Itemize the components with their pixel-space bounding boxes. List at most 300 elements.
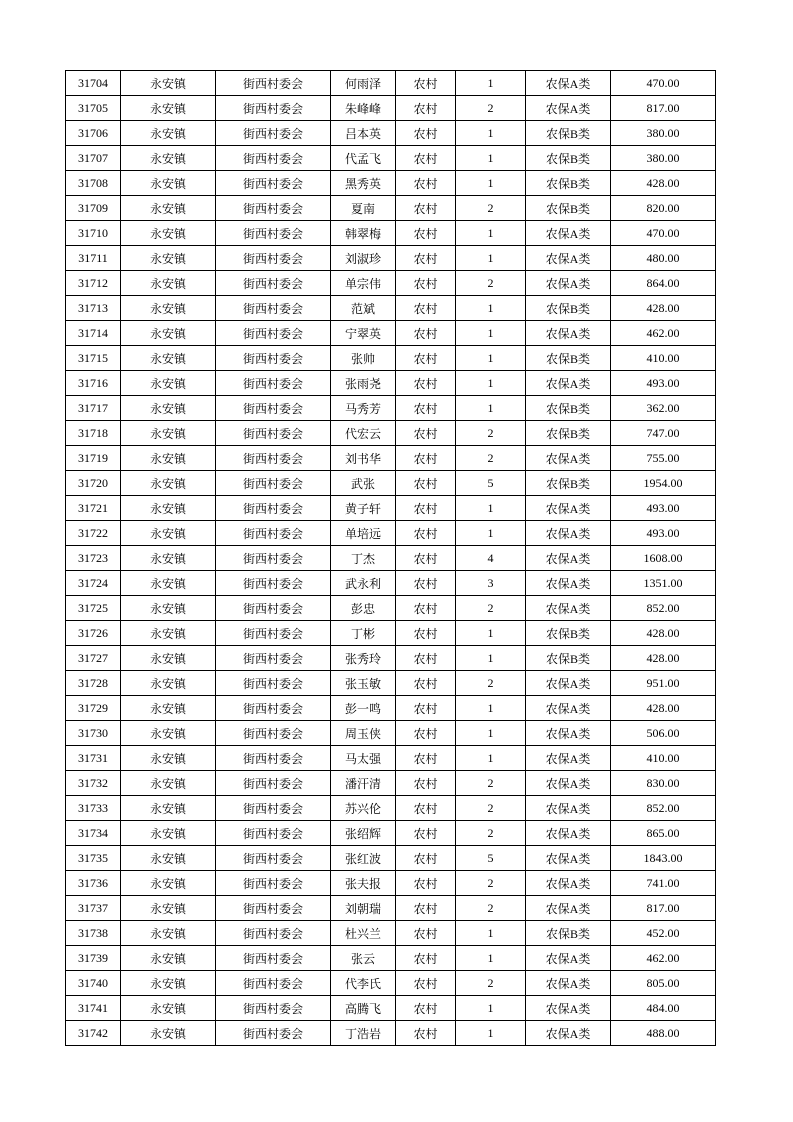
table-row [66, 946, 716, 971]
cell-village: 街西村委会 [216, 196, 331, 221]
cell-category: 农保A类 [526, 321, 611, 346]
cell-town: 永安镇 [121, 746, 216, 771]
cell-name: 夏南 [331, 196, 396, 221]
cell-count: 1 [456, 71, 526, 96]
cell-id: 31718 [66, 421, 121, 446]
table-row [66, 971, 716, 996]
cell-count: 1 [456, 121, 526, 146]
cell-name: 韩翠梅 [331, 221, 396, 246]
cell-category: 农保A类 [526, 896, 611, 921]
cell-amount: 865.00 [611, 821, 716, 846]
cell-count: 1 [456, 171, 526, 196]
cell-village: 街西村委会 [216, 596, 331, 621]
cell-count: 1 [456, 321, 526, 346]
cell-count: 5 [456, 846, 526, 871]
cell-village: 街西村委会 [216, 871, 331, 896]
cell-name: 宁翠英 [331, 321, 396, 346]
cell-category: 农保B类 [526, 121, 611, 146]
table-row [66, 771, 716, 796]
cell-type: 农村 [396, 421, 456, 446]
cell-name: 彭忠 [331, 596, 396, 621]
cell-town: 永安镇 [121, 871, 216, 896]
cell-type: 农村 [396, 71, 456, 96]
cell-town: 永安镇 [121, 596, 216, 621]
cell-count: 1 [456, 721, 526, 746]
cell-id: 31716 [66, 371, 121, 396]
cell-amount: 830.00 [611, 771, 716, 796]
cell-amount: 817.00 [611, 896, 716, 921]
cell-type: 农村 [396, 571, 456, 596]
cell-type: 农村 [396, 596, 456, 621]
table-row [66, 146, 716, 171]
cell-id: 31735 [66, 846, 121, 871]
cell-category: 农保B类 [526, 196, 611, 221]
cell-count: 2 [456, 446, 526, 471]
cell-id: 31705 [66, 96, 121, 121]
cell-count: 1 [456, 646, 526, 671]
cell-village: 街西村委会 [216, 296, 331, 321]
cell-category: 农保B类 [526, 296, 611, 321]
cell-type: 农村 [396, 371, 456, 396]
cell-count: 1 [456, 221, 526, 246]
cell-count: 1 [456, 696, 526, 721]
cell-amount: 470.00 [611, 71, 716, 96]
cell-town: 永安镇 [121, 521, 216, 546]
cell-town: 永安镇 [121, 346, 216, 371]
cell-town: 永安镇 [121, 396, 216, 421]
cell-name: 张帅 [331, 346, 396, 371]
cell-village: 街西村委会 [216, 471, 331, 496]
cell-category: 农保A类 [526, 671, 611, 696]
cell-village: 街西村委会 [216, 171, 331, 196]
cell-type: 农村 [396, 246, 456, 271]
cell-town: 永安镇 [121, 296, 216, 321]
cell-category: 农保A类 [526, 696, 611, 721]
cell-name: 范斌 [331, 296, 396, 321]
cell-category: 农保A类 [526, 746, 611, 771]
table-row [66, 696, 716, 721]
cell-amount: 1843.00 [611, 846, 716, 871]
cell-category: 农保A类 [526, 271, 611, 296]
cell-town: 永安镇 [121, 171, 216, 196]
cell-category: 农保A类 [526, 71, 611, 96]
cell-type: 农村 [396, 521, 456, 546]
cell-name: 苏兴伦 [331, 796, 396, 821]
cell-id: 31739 [66, 946, 121, 971]
cell-id: 31733 [66, 796, 121, 821]
cell-type: 农村 [396, 271, 456, 296]
cell-town: 永安镇 [121, 271, 216, 296]
cell-id: 31704 [66, 71, 121, 96]
cell-type: 农村 [396, 346, 456, 371]
table-row [66, 671, 716, 696]
table-row [66, 321, 716, 346]
cell-id: 31728 [66, 671, 121, 696]
cell-village: 街西村委会 [216, 896, 331, 921]
table-row [66, 1021, 716, 1046]
cell-name: 杜兴兰 [331, 921, 396, 946]
cell-name: 张红波 [331, 846, 396, 871]
cell-amount: 747.00 [611, 421, 716, 446]
cell-name: 单宗伟 [331, 271, 396, 296]
cell-type: 农村 [396, 946, 456, 971]
cell-type: 农村 [396, 196, 456, 221]
cell-village: 街西村委会 [216, 771, 331, 796]
cell-name: 刘淑珍 [331, 246, 396, 271]
cell-type: 农村 [396, 871, 456, 896]
cell-town: 永安镇 [121, 571, 216, 596]
cell-name: 周玉侠 [331, 721, 396, 746]
cell-town: 永安镇 [121, 446, 216, 471]
cell-category: 农保A类 [526, 971, 611, 996]
cell-amount: 428.00 [611, 696, 716, 721]
cell-category: 农保A类 [526, 821, 611, 846]
cell-count: 2 [456, 821, 526, 846]
table-row [66, 796, 716, 821]
cell-amount: 852.00 [611, 796, 716, 821]
table-row [66, 171, 716, 196]
cell-town: 永安镇 [121, 621, 216, 646]
cell-type: 农村 [396, 746, 456, 771]
cell-town: 永安镇 [121, 1021, 216, 1046]
cell-amount: 380.00 [611, 121, 716, 146]
cell-count: 2 [456, 596, 526, 621]
cell-category: 农保A类 [526, 946, 611, 971]
cell-count: 1 [456, 946, 526, 971]
table-row [66, 621, 716, 646]
cell-count: 1 [456, 396, 526, 421]
table-body [66, 71, 716, 1046]
cell-count: 1 [456, 996, 526, 1021]
cell-name: 武张 [331, 471, 396, 496]
cell-type: 农村 [396, 921, 456, 946]
cell-count: 4 [456, 546, 526, 571]
cell-village: 街西村委会 [216, 271, 331, 296]
cell-type: 农村 [396, 721, 456, 746]
cell-village: 街西村委会 [216, 371, 331, 396]
cell-town: 永安镇 [121, 471, 216, 496]
cell-name: 黄子轩 [331, 496, 396, 521]
cell-town: 永安镇 [121, 721, 216, 746]
cell-id: 31737 [66, 896, 121, 921]
cell-type: 农村 [396, 396, 456, 421]
cell-type: 农村 [396, 796, 456, 821]
cell-town: 永安镇 [121, 121, 216, 146]
cell-village: 街西村委会 [216, 621, 331, 646]
subsidy-table [65, 70, 716, 1046]
cell-amount: 480.00 [611, 246, 716, 271]
cell-id: 31731 [66, 746, 121, 771]
table-row [66, 246, 716, 271]
cell-name: 丁彬 [331, 621, 396, 646]
cell-town: 永安镇 [121, 846, 216, 871]
cell-amount: 380.00 [611, 146, 716, 171]
cell-village: 街西村委会 [216, 721, 331, 746]
cell-id: 31724 [66, 571, 121, 596]
cell-type: 农村 [396, 771, 456, 796]
cell-village: 街西村委会 [216, 121, 331, 146]
cell-category: 农保A类 [526, 446, 611, 471]
cell-amount: 493.00 [611, 496, 716, 521]
cell-amount: 428.00 [611, 621, 716, 646]
cell-id: 31725 [66, 596, 121, 621]
cell-village: 街西村委会 [216, 821, 331, 846]
cell-count: 1 [456, 1021, 526, 1046]
cell-category: 农保A类 [526, 796, 611, 821]
cell-town: 永安镇 [121, 421, 216, 446]
cell-type: 农村 [396, 696, 456, 721]
cell-category: 农保B类 [526, 921, 611, 946]
cell-id: 31738 [66, 921, 121, 946]
cell-id: 31711 [66, 246, 121, 271]
cell-count: 1 [456, 496, 526, 521]
cell-name: 单培远 [331, 521, 396, 546]
cell-amount: 852.00 [611, 596, 716, 621]
table-row [66, 746, 716, 771]
cell-type: 农村 [396, 971, 456, 996]
cell-category: 农保A类 [526, 596, 611, 621]
cell-name: 张绍辉 [331, 821, 396, 846]
table-row [66, 421, 716, 446]
cell-count: 2 [456, 871, 526, 896]
cell-id: 31712 [66, 271, 121, 296]
cell-amount: 1608.00 [611, 546, 716, 571]
cell-type: 农村 [396, 296, 456, 321]
cell-category: 农保B类 [526, 171, 611, 196]
cell-amount: 820.00 [611, 196, 716, 221]
cell-town: 永安镇 [121, 796, 216, 821]
cell-amount: 805.00 [611, 971, 716, 996]
cell-name: 丁浩岩 [331, 1021, 396, 1046]
table-row [66, 596, 716, 621]
cell-town: 永安镇 [121, 771, 216, 796]
cell-type: 农村 [396, 846, 456, 871]
table-row [66, 471, 716, 496]
cell-amount: 1351.00 [611, 571, 716, 596]
cell-village: 街西村委会 [216, 696, 331, 721]
table-row [66, 271, 716, 296]
cell-id: 31729 [66, 696, 121, 721]
table-row [66, 446, 716, 471]
cell-category: 农保A类 [526, 871, 611, 896]
cell-amount: 755.00 [611, 446, 716, 471]
cell-amount: 428.00 [611, 646, 716, 671]
cell-amount: 951.00 [611, 671, 716, 696]
cell-id: 31713 [66, 296, 121, 321]
table-row [66, 96, 716, 121]
cell-type: 农村 [396, 671, 456, 696]
table-row [66, 496, 716, 521]
cell-type: 农村 [396, 121, 456, 146]
table-row [66, 346, 716, 371]
cell-name: 彭一鸣 [331, 696, 396, 721]
cell-amount: 410.00 [611, 346, 716, 371]
cell-amount: 462.00 [611, 321, 716, 346]
cell-name: 张玉敏 [331, 671, 396, 696]
cell-village: 街西村委会 [216, 521, 331, 546]
cell-village: 街西村委会 [216, 571, 331, 596]
cell-town: 永安镇 [121, 196, 216, 221]
cell-amount: 428.00 [611, 296, 716, 321]
table-row [66, 296, 716, 321]
table-row [66, 121, 716, 146]
cell-amount: 817.00 [611, 96, 716, 121]
cell-village: 街西村委会 [216, 96, 331, 121]
cell-category: 农保B类 [526, 646, 611, 671]
cell-category: 农保A类 [526, 371, 611, 396]
cell-id: 31723 [66, 546, 121, 571]
cell-village: 街西村委会 [216, 221, 331, 246]
cell-id: 31719 [66, 446, 121, 471]
cell-id: 31717 [66, 396, 121, 421]
cell-category: 农保B类 [526, 396, 611, 421]
cell-count: 2 [456, 196, 526, 221]
cell-count: 2 [456, 671, 526, 696]
cell-village: 街西村委会 [216, 396, 331, 421]
cell-name: 武永利 [331, 571, 396, 596]
cell-id: 31710 [66, 221, 121, 246]
cell-name: 马太强 [331, 746, 396, 771]
cell-type: 农村 [396, 496, 456, 521]
cell-amount: 493.00 [611, 521, 716, 546]
cell-name: 刘书华 [331, 446, 396, 471]
cell-amount: 864.00 [611, 271, 716, 296]
cell-type: 农村 [396, 171, 456, 196]
cell-name: 朱峰峰 [331, 96, 396, 121]
cell-name: 代李氏 [331, 971, 396, 996]
cell-count: 5 [456, 471, 526, 496]
table-row [66, 196, 716, 221]
cell-amount: 452.00 [611, 921, 716, 946]
table-row [66, 996, 716, 1021]
cell-village: 街西村委会 [216, 146, 331, 171]
cell-name: 张夫报 [331, 871, 396, 896]
cell-town: 永安镇 [121, 546, 216, 571]
cell-category: 农保A类 [526, 521, 611, 546]
cell-name: 张雨尧 [331, 371, 396, 396]
cell-id: 31742 [66, 1021, 121, 1046]
table-row [66, 846, 716, 871]
cell-id: 31709 [66, 196, 121, 221]
cell-village: 街西村委会 [216, 346, 331, 371]
table-row [66, 71, 716, 96]
cell-village: 街西村委会 [216, 421, 331, 446]
cell-type: 农村 [396, 996, 456, 1021]
cell-id: 31720 [66, 471, 121, 496]
cell-amount: 410.00 [611, 746, 716, 771]
cell-name: 马秀芳 [331, 396, 396, 421]
cell-town: 永安镇 [121, 321, 216, 346]
cell-type: 农村 [396, 646, 456, 671]
cell-id: 31721 [66, 496, 121, 521]
cell-town: 永安镇 [121, 221, 216, 246]
cell-id: 31726 [66, 621, 121, 646]
cell-type: 农村 [396, 1021, 456, 1046]
cell-type: 农村 [396, 546, 456, 571]
cell-amount: 470.00 [611, 221, 716, 246]
table-row [66, 521, 716, 546]
cell-category: 农保B类 [526, 146, 611, 171]
cell-category: 农保A类 [526, 721, 611, 746]
cell-name: 张云 [331, 946, 396, 971]
cell-category: 农保A类 [526, 571, 611, 596]
cell-town: 永安镇 [121, 696, 216, 721]
cell-village: 街西村委会 [216, 796, 331, 821]
cell-town: 永安镇 [121, 921, 216, 946]
cell-category: 农保A类 [526, 771, 611, 796]
cell-town: 永安镇 [121, 896, 216, 921]
cell-amount: 741.00 [611, 871, 716, 896]
cell-category: 农保A类 [526, 496, 611, 521]
cell-category: 农保B类 [526, 346, 611, 371]
cell-count: 1 [456, 346, 526, 371]
cell-amount: 484.00 [611, 996, 716, 1021]
cell-name: 代孟飞 [331, 146, 396, 171]
cell-count: 1 [456, 296, 526, 321]
cell-village: 街西村委会 [216, 921, 331, 946]
cell-count: 1 [456, 371, 526, 396]
cell-amount: 362.00 [611, 396, 716, 421]
cell-type: 农村 [396, 446, 456, 471]
cell-count: 2 [456, 771, 526, 796]
cell-id: 31740 [66, 971, 121, 996]
cell-type: 农村 [396, 221, 456, 246]
cell-type: 农村 [396, 146, 456, 171]
cell-name: 刘朝瑞 [331, 896, 396, 921]
table-row [66, 221, 716, 246]
cell-id: 31708 [66, 171, 121, 196]
cell-id: 31741 [66, 996, 121, 1021]
cell-village: 街西村委会 [216, 671, 331, 696]
cell-id: 31715 [66, 346, 121, 371]
cell-category: 农保B类 [526, 471, 611, 496]
table-row [66, 821, 716, 846]
cell-count: 3 [456, 571, 526, 596]
cell-type: 农村 [396, 821, 456, 846]
cell-name: 高腾飞 [331, 996, 396, 1021]
cell-category: 农保A类 [526, 246, 611, 271]
cell-town: 永安镇 [121, 646, 216, 671]
cell-count: 2 [456, 96, 526, 121]
cell-type: 农村 [396, 96, 456, 121]
table-row [66, 371, 716, 396]
cell-amount: 493.00 [611, 371, 716, 396]
cell-category: 农保A类 [526, 846, 611, 871]
cell-id: 31730 [66, 721, 121, 746]
cell-name: 吕本英 [331, 121, 396, 146]
cell-village: 街西村委会 [216, 1021, 331, 1046]
cell-category: 农保A类 [526, 1021, 611, 1046]
table-row [66, 896, 716, 921]
cell-village: 街西村委会 [216, 246, 331, 271]
cell-town: 永安镇 [121, 96, 216, 121]
cell-village: 街西村委会 [216, 746, 331, 771]
cell-type: 农村 [396, 896, 456, 921]
cell-village: 街西村委会 [216, 946, 331, 971]
cell-town: 永安镇 [121, 971, 216, 996]
cell-town: 永安镇 [121, 671, 216, 696]
cell-name: 代宏云 [331, 421, 396, 446]
cell-village: 街西村委会 [216, 496, 331, 521]
cell-id: 31727 [66, 646, 121, 671]
cell-town: 永安镇 [121, 146, 216, 171]
cell-count: 1 [456, 146, 526, 171]
cell-count: 2 [456, 971, 526, 996]
cell-town: 永安镇 [121, 946, 216, 971]
cell-name: 潘汗清 [331, 771, 396, 796]
cell-name: 何雨泽 [331, 71, 396, 96]
cell-category: 农保A类 [526, 546, 611, 571]
